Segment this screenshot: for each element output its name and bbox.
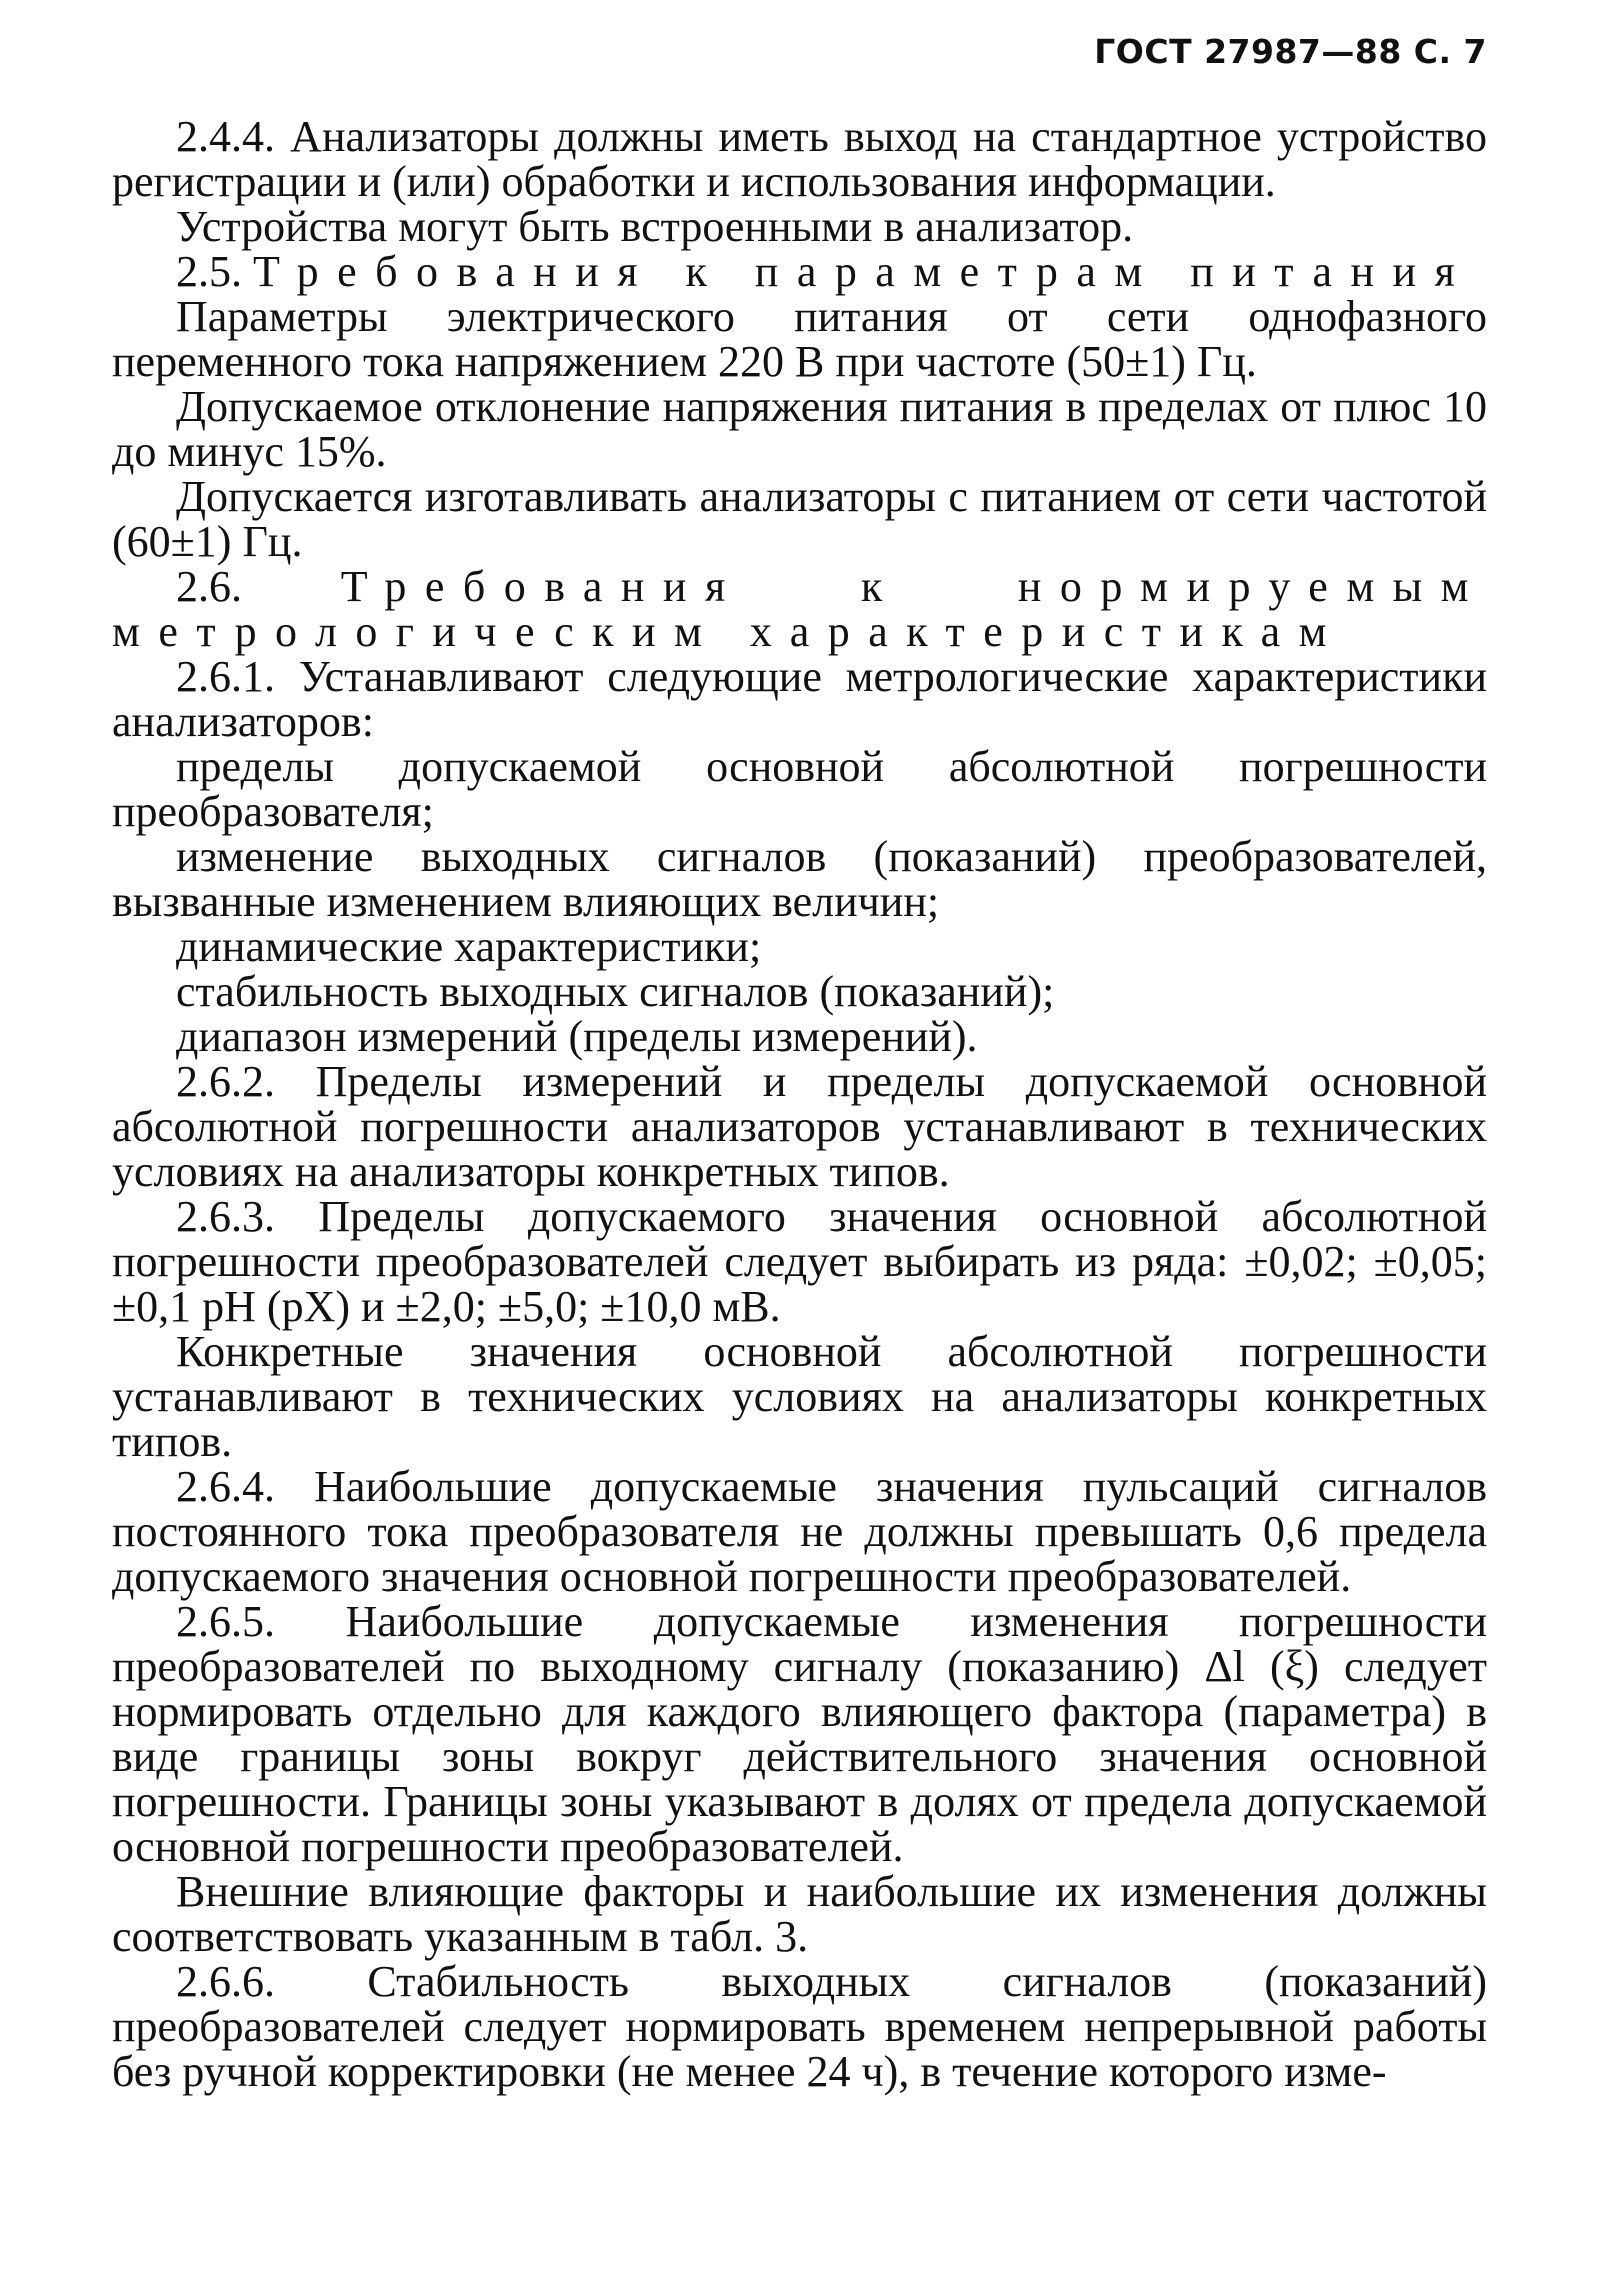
paragraph-specific-values: Конкретные значения основной абсолютной погрешности устанавливают в технических условиях на анализаторы конкретных типов.	[112, 1327, 1487, 1466]
paragraph-devices: Устройства могут быть встроенными в анализатор.	[176, 202, 1134, 251]
document-body	[112, 114, 1487, 2094]
section-title: Требования к параметрам питания	[253, 247, 1474, 296]
list-item-output-change: изменение выходных сигналов (показаний) преобразователей, вызванные изменением влияющих величин;	[112, 832, 1487, 926]
paragraph-2-6-3: 2.6.3. Пределы допускаемого значения основной абсолютной погрешности преобразователей следует выбирать из ряда: ±0,02; ±0,05; ±0,1 pH (pX) и ±2,0; ±5,0; ±10,0 мВ.	[112, 1192, 1487, 1331]
section-title: Требования к нормируемым метрологическим характеристикам	[112, 562, 1488, 656]
running-head: ГОСТ 27987—88 С. 7	[1094, 32, 1487, 71]
paragraph-2-6-2: 2.6.2. Пределы измерений и пределы допускаемой основной абсолютной погрешности анализаторов устанавливают в технических условиях на анализаторы конкретных типов.	[112, 1057, 1487, 1196]
paragraph-2-6-1: 2.6.1. Устанавливают следующие метрологические характеристики анализаторов:	[112, 652, 1487, 746]
paragraph-2-6-6: 2.6.6. Стабильность выходных сигналов (показаний) преобразователей следует нормировать временем непрерывной работы без ручной корректировки (не менее 24 ч), в течение которого изме-	[112, 1957, 1487, 2096]
paragraph-voltage-deviation: Допускаемое отклонение напряжения питания в пределах от плюс 10 до минус 15%.	[112, 382, 1487, 476]
list-item-error-limits: пределы допускаемой основной абсолютной погрешности преобразователя;	[112, 742, 1487, 836]
section-heading-2-6	[112, 564, 1487, 654]
paragraph-external-factors: Внешние влияющие факторы и наибольшие их изменения должны соответствовать указанным в табл. 3.	[112, 1867, 1487, 1961]
paragraph-60hz: Допускается изготавливать анализаторы с питанием от сети частотой (60±1) Гц.	[112, 472, 1487, 566]
section-number: 2.6.	[176, 562, 242, 611]
list-item-range: диапазон измерений (пределы измерений).	[176, 1012, 978, 1061]
paragraph-2-6-5: 2.6.5. Наибольшие допускаемые изменения погрешности преобразователей по выходному сигналу (показанию) Δl (ξ) следует нормировать отдельно для каждого влияющего фактора (параметра) в виде границы зоны вокруг действительного значения основной погрешности. Границы зоны указывают в долях от предела допускаемой основной погрешности преобразователей.	[112, 1597, 1487, 1871]
list-item-dynamic: динамические характеристики;	[176, 922, 762, 971]
section-heading-2-5	[112, 249, 1487, 294]
section-number: 2.5.	[176, 247, 242, 296]
paragraph-2-6-4: 2.6.4. Наибольшие допускаемые значения пульсаций сигналов постоянного тока преобразователя не должны превышать 0,6 предела допускаемого значения основной погрешности преобразователей.	[112, 1462, 1487, 1601]
list-item-stability: стабильность выходных сигналов (показаний);	[176, 967, 1055, 1016]
paragraph-2-4-4: 2.4.4. Анализаторы должны иметь выход на стандартное устройство регистрации и (или) обработки и использования информации.	[112, 112, 1487, 206]
paragraph-power-params: Параметры электрического питания от сети однофазного переменного тока напряжением 220 В при частоте (50±1) Гц.	[112, 292, 1487, 386]
